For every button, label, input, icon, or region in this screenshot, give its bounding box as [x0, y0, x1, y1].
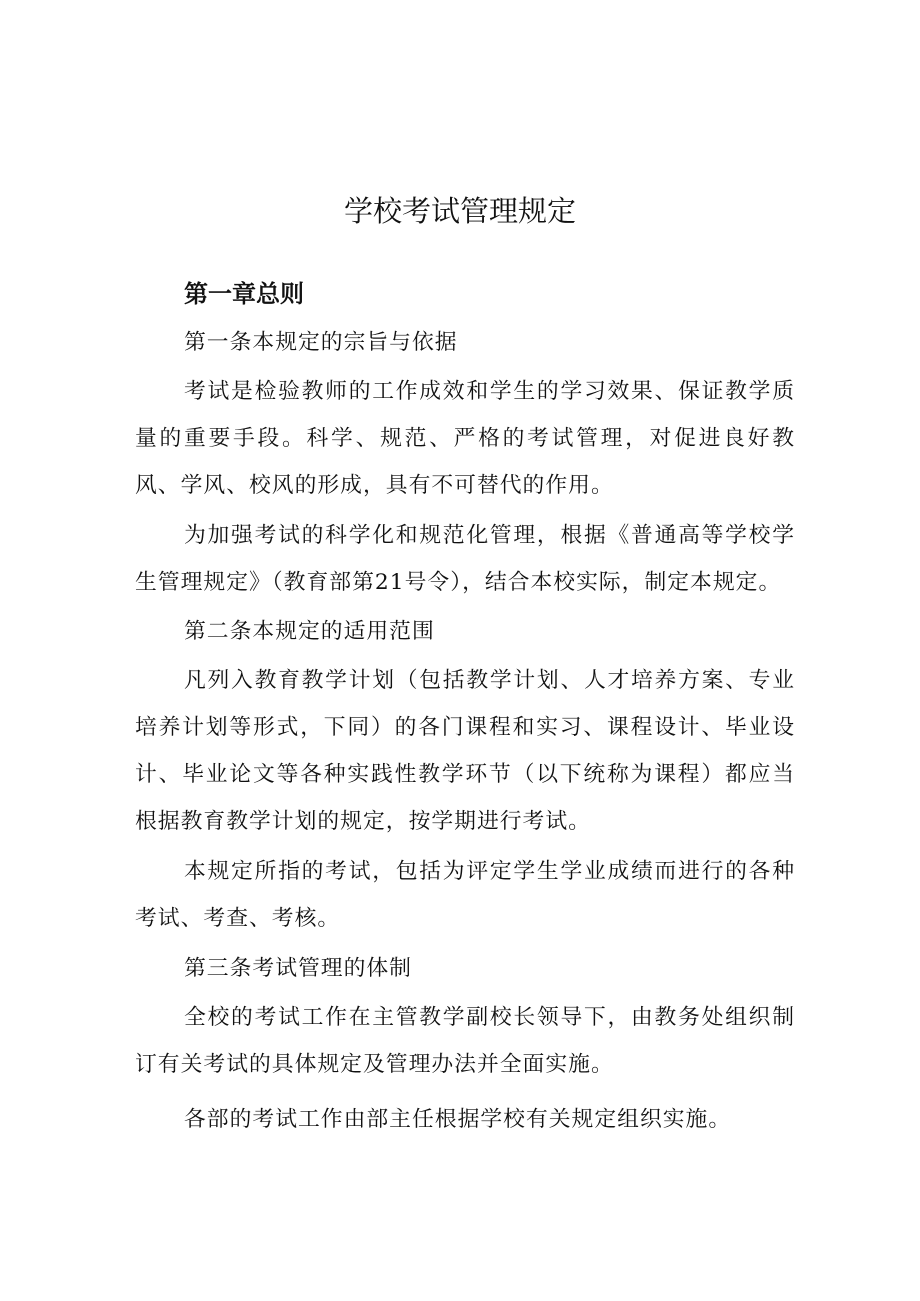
article-1-paragraph-2: 为加强考试的科学化和规范化管理，根据《普通高等学校学生管理规定》（教育部第21号令），结合本校实际，制定本规定。: [135, 523, 795, 595]
article-3-paragraph-1: 全校的考试工作在主管教学副校长领导下，由教务处组织制订有关考试的具体规定及管理办法并全面实施。: [135, 1005, 795, 1077]
chapter-heading: 第一章总则: [184, 280, 304, 308]
article-2-paragraph-1: 凡列入教育教学计划（包括教学计划、人才培养方案、专业培养计划等形式，下同）的各门课程和实习、课程设计、毕业设计、毕业论文等各种实践性教学环节（以下统称为课程）都应当根据教育教学计划的规定，按学期进行考试。: [135, 668, 795, 834]
article-1-heading: 第一条本规定的宗旨与依据: [184, 330, 458, 355]
document-title: 学校考试管理规定: [343, 194, 576, 229]
article-2-paragraph-2: 本规定所指的考试，包括为评定学生学业成绩而进行的各种考试、考查、考核。: [135, 859, 795, 931]
article-1-paragraph-1: 考试是检验教师的工作成效和学生的学习效果、保证教学质量的重要手段。科学、规范、严格的考试管理，对促进良好教风、学风、校风的形成，具有不可替代的作用。: [135, 379, 795, 498]
article-3-paragraph-2: 各部的考试工作由部主任根据学校有关规定组织实施。: [184, 1107, 732, 1132]
article-2-heading: 第二条本规定的适用范围: [184, 619, 435, 644]
article-3-heading: 第三条考试管理的体制: [184, 956, 412, 981]
